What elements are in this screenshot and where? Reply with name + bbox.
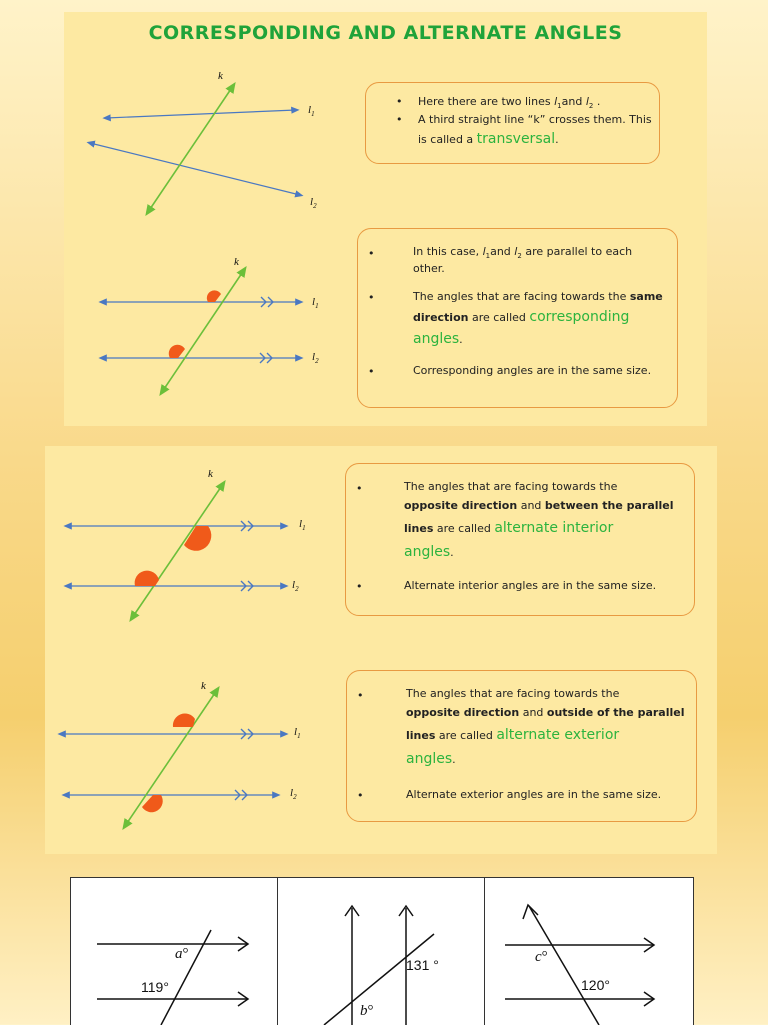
label-k: k [201, 680, 206, 692]
bullet-text: In this case, $l_1and$ $l_2$ are parallel to each [413, 245, 633, 261]
bullet-text: opposite direction and outside of the parallel [406, 706, 685, 719]
bullet-text: Corresponding angles are in the same size. [413, 364, 652, 377]
exercise-a-variable: a° [175, 946, 189, 962]
bullet-text: angles. [406, 751, 456, 767]
bullet-text: angles. [413, 331, 463, 347]
info-box-alternate-exterior: • The angles that are facing towards the opposite direction and outside of the parallel lines are called alternate exterior angles. • Alternate exterior angles are in the same size. [346, 670, 697, 822]
line-k [148, 86, 233, 212]
angle-mark [173, 713, 195, 727]
highlight-transversal: transversal [476, 131, 556, 147]
exercise-c-given-angle: 120° [581, 977, 610, 993]
bullet-text: Alternate interior angles are in the same size. [404, 579, 657, 592]
bullet-text: The angles that are facing towards the [404, 480, 618, 493]
highlight-alternate-interior: alternate interior [494, 520, 614, 536]
label-k: k [234, 256, 239, 268]
bullet-text: The angles that are facing towards the same [413, 290, 663, 303]
line-l1 [106, 110, 296, 118]
angle-mark [207, 290, 221, 302]
exercise-c-variable: c° [535, 949, 548, 965]
label-l1: $l_1$ [294, 726, 301, 741]
angle-mark [135, 571, 159, 586]
info-box-corresponding: • In this case, $l_1and$ $l_2$ are parallel to each other. • The angles that are facing towards the same direction are called corresponding angles. • Corresponding angles are in the same size. [357, 228, 678, 408]
label-l2: $l_2$ [310, 196, 317, 211]
bullet-text: is called a transversal. [418, 131, 559, 147]
label-l2: $l_2$ [312, 351, 319, 366]
exercise-a-given-angle: 119° [141, 979, 169, 995]
panel-alternate-angles [45, 446, 717, 854]
angle-mark [184, 526, 211, 551]
label-k: k [218, 70, 223, 82]
bullet-text: lines are called alternate interior [404, 520, 614, 536]
exercise-b-figure [278, 878, 485, 1025]
label-k: k [208, 468, 213, 480]
exercise-a-figure [71, 878, 277, 1025]
angle-mark [169, 345, 185, 358]
bullet-text: lines are called alternate exterior [406, 727, 620, 743]
page-title: CORRESPONDING AND ALTERNATE ANGLES [148, 22, 623, 44]
line-k [132, 484, 223, 618]
bullet-text: opposite direction and between the parallel [404, 499, 674, 512]
label-l1: $l_1$ [308, 104, 315, 119]
highlight-corresponding: corresponding [529, 309, 630, 325]
label-l2: $l_2$ [290, 787, 297, 802]
bullet-text: Here there are two lines $l_1and$ $l_2$ . [418, 95, 601, 111]
exercise-b-given-angle: 131 ° [406, 957, 439, 973]
info-box-alternate-interior: • The angles that are facing towards the opposite direction and between the parallel lines are called alternate interior angles. • Alternate interior angles are in the same size. [345, 463, 695, 616]
bullet-text: other. [413, 262, 445, 275]
exercise-strip [70, 877, 694, 1025]
line-k [162, 270, 244, 392]
info-box-transversal: • Here there are two lines $l_1and$ $l_2$ . • A third straight line “k” crosses them. This is called a transversal. [365, 82, 660, 164]
exercise-b-variable: b° [360, 1003, 374, 1019]
highlight-alternate-exterior: alternate exterior [496, 727, 620, 743]
label-l1: $l_1$ [299, 518, 306, 533]
exercise-a [71, 878, 277, 1025]
bullet-text: A third straight line “k” crosses them. This [418, 113, 652, 126]
exercise-c [484, 878, 694, 1025]
line-k [125, 690, 217, 826]
bullet-text: angles. [404, 544, 454, 560]
line-l2 [90, 143, 300, 195]
exercise-c-figure [485, 878, 694, 1025]
bullet-text: direction are called corresponding [413, 309, 630, 325]
bullet-text: The angles that are facing towards the [406, 687, 620, 700]
panel-transversal-corresponding [64, 12, 707, 426]
label-l1: $l_1$ [312, 296, 319, 311]
exercise-b [277, 878, 485, 1025]
bullet-text: Alternate exterior angles are in the same size. [406, 788, 662, 801]
label-l2: $l_2$ [292, 579, 299, 594]
